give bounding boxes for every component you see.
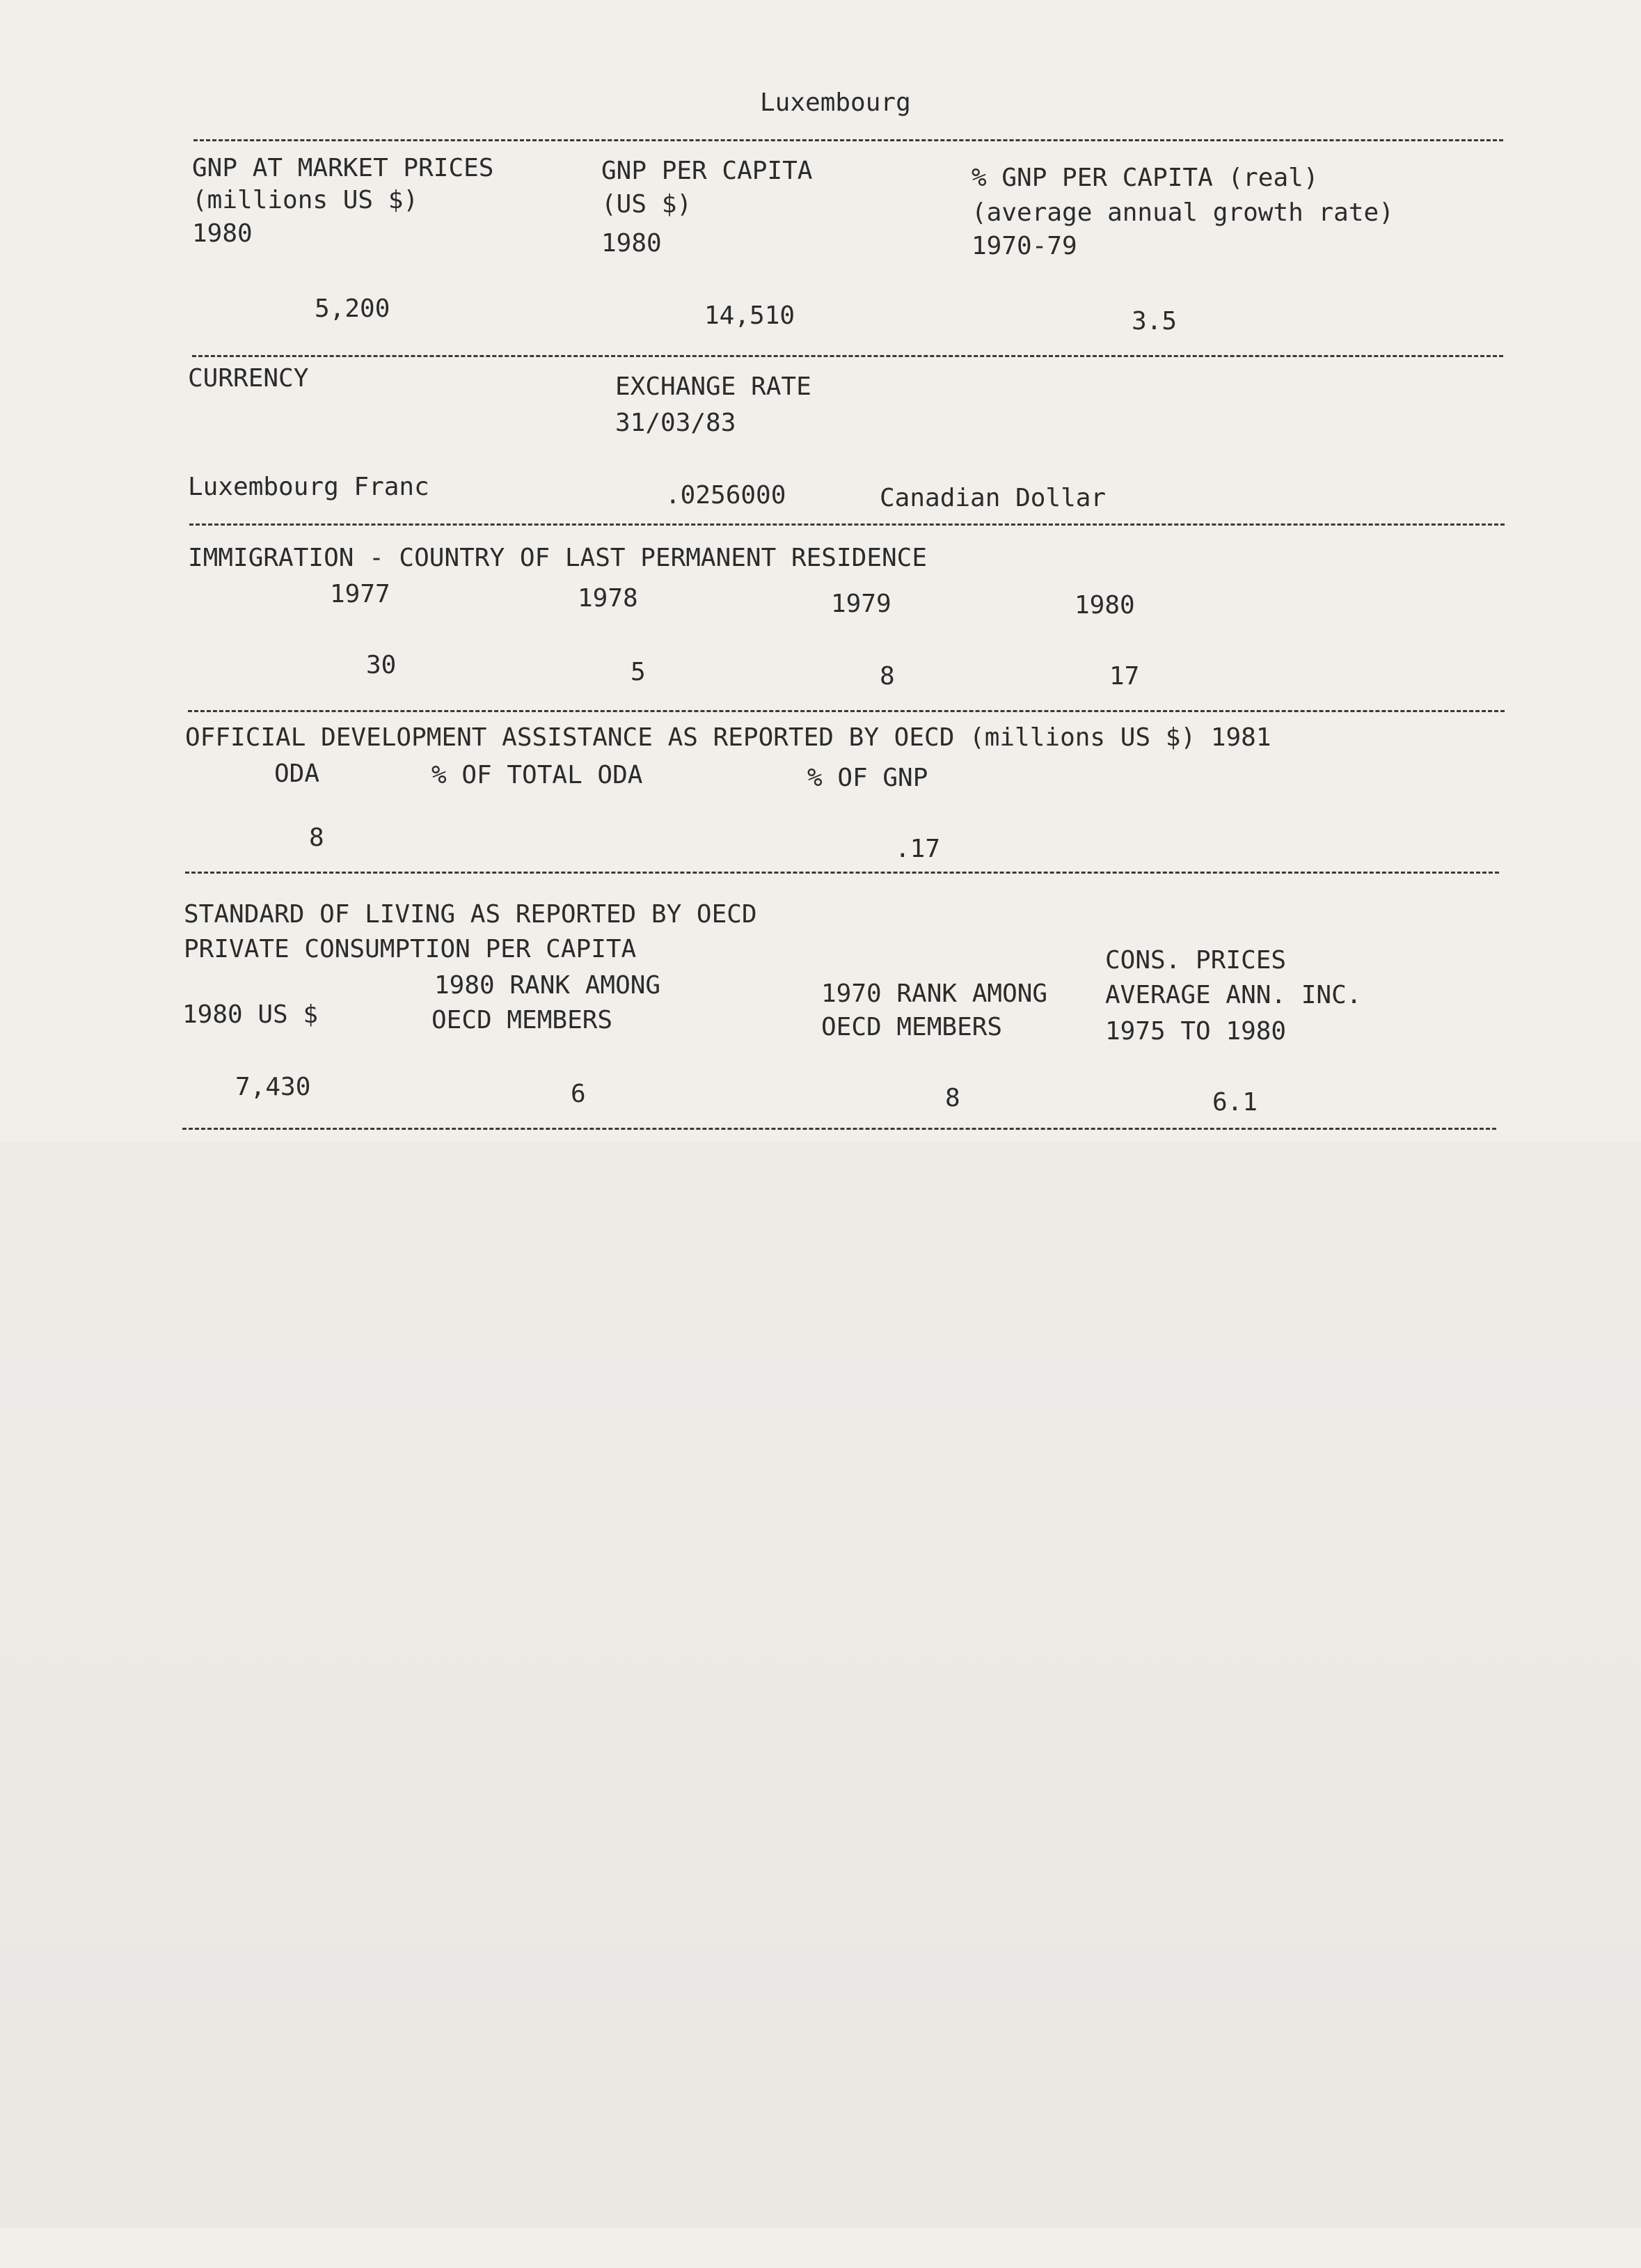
us-dollar-header: 1980 US $	[182, 1000, 319, 1029]
gnp-growth-value: 3.5	[1132, 307, 1178, 336]
gnp-capita-year: 1980	[601, 229, 662, 258]
immigration-value: 8	[880, 662, 895, 691]
living-title: STANDARD OF LIVING AS REPORTED BY OECD	[184, 900, 757, 929]
rank-1970-header-1: 1970 RANK AMONG	[821, 979, 1048, 1008]
oda-title: OFFICIAL DEVELOPMENT ASSISTANCE AS REPORTED BY OECD (millions US $) 1981	[185, 723, 1271, 752]
immigration-year: 1978	[578, 584, 638, 613]
gnp-capita-header-2: (US $)	[601, 190, 692, 219]
gnp-capita-value: 14,510	[704, 301, 795, 330]
oda-gnp-header: % OF GNP	[807, 764, 928, 792]
rank-1970-header-2: OECD MEMBERS	[821, 1013, 1003, 1041]
immigration-year: 1977	[330, 580, 390, 608]
rank-1970-value: 8	[945, 1084, 960, 1112]
cons-prices-header-1: CONS. PRICES	[1105, 946, 1287, 975]
oda-total-header: % OF TOTAL ODA	[431, 761, 643, 789]
gnp-growth-header-1: % GNP PER CAPITA (real)	[972, 164, 1319, 192]
us-dollar-value: 7,430	[235, 1073, 311, 1101]
rank-1980-value: 6	[571, 1080, 586, 1108]
divider	[182, 1128, 1496, 1130]
divider	[189, 523, 1505, 526]
currency-label: CURRENCY	[188, 364, 309, 393]
immigration-year: 1980	[1075, 591, 1135, 620]
gnp-capita-header-1: GNP PER CAPITA	[601, 157, 813, 185]
exchange-rate-label: EXCHANGE RATE	[615, 372, 811, 401]
immigration-title: IMMIGRATION - COUNTRY OF LAST PERMANENT RESIDENCE	[188, 544, 928, 572]
living-subtitle: PRIVATE CONSUMPTION PER CAPITA	[184, 935, 637, 963]
divider	[193, 139, 1503, 141]
divider	[185, 872, 1499, 874]
rank-1980-header-1: 1980 RANK AMONG	[434, 971, 661, 1000]
oda-gnp-value: .17	[895, 835, 941, 863]
bleed-through-area	[0, 1142, 1641, 2228]
oda-header: ODA	[274, 759, 320, 788]
rank-1980-header-2: OECD MEMBERS	[431, 1006, 613, 1034]
page-title: Luxembourg	[760, 88, 911, 117]
exchange-rate-target: Canadian Dollar	[880, 484, 1107, 512]
immigration-value: 5	[631, 658, 646, 686]
gnp-market-header-2: (millions US $)	[192, 186, 419, 214]
divider	[192, 355, 1503, 357]
oda-value: 8	[309, 824, 324, 852]
gnp-market-year: 1980	[192, 219, 253, 248]
exchange-rate-date: 31/03/83	[615, 409, 736, 437]
cons-prices-header-3: 1975 TO 1980	[1105, 1017, 1287, 1046]
gnp-growth-years: 1970-79	[972, 232, 1077, 260]
cons-prices-header-2: AVERAGE ANN. INC.	[1105, 981, 1362, 1009]
exchange-rate-value: .0256000	[665, 481, 786, 510]
gnp-market-header-1: GNP AT MARKET PRICES	[192, 154, 494, 182]
immigration-value: 17	[1109, 662, 1140, 691]
immigration-year: 1979	[831, 590, 891, 618]
gnp-growth-header-2: (average annual growth rate)	[972, 198, 1394, 227]
immigration-value: 30	[366, 651, 397, 679]
currency-name: Luxembourg Franc	[188, 473, 429, 501]
cons-prices-value: 6.1	[1212, 1088, 1258, 1117]
gnp-market-value: 5,200	[315, 294, 390, 323]
divider	[188, 710, 1505, 712]
